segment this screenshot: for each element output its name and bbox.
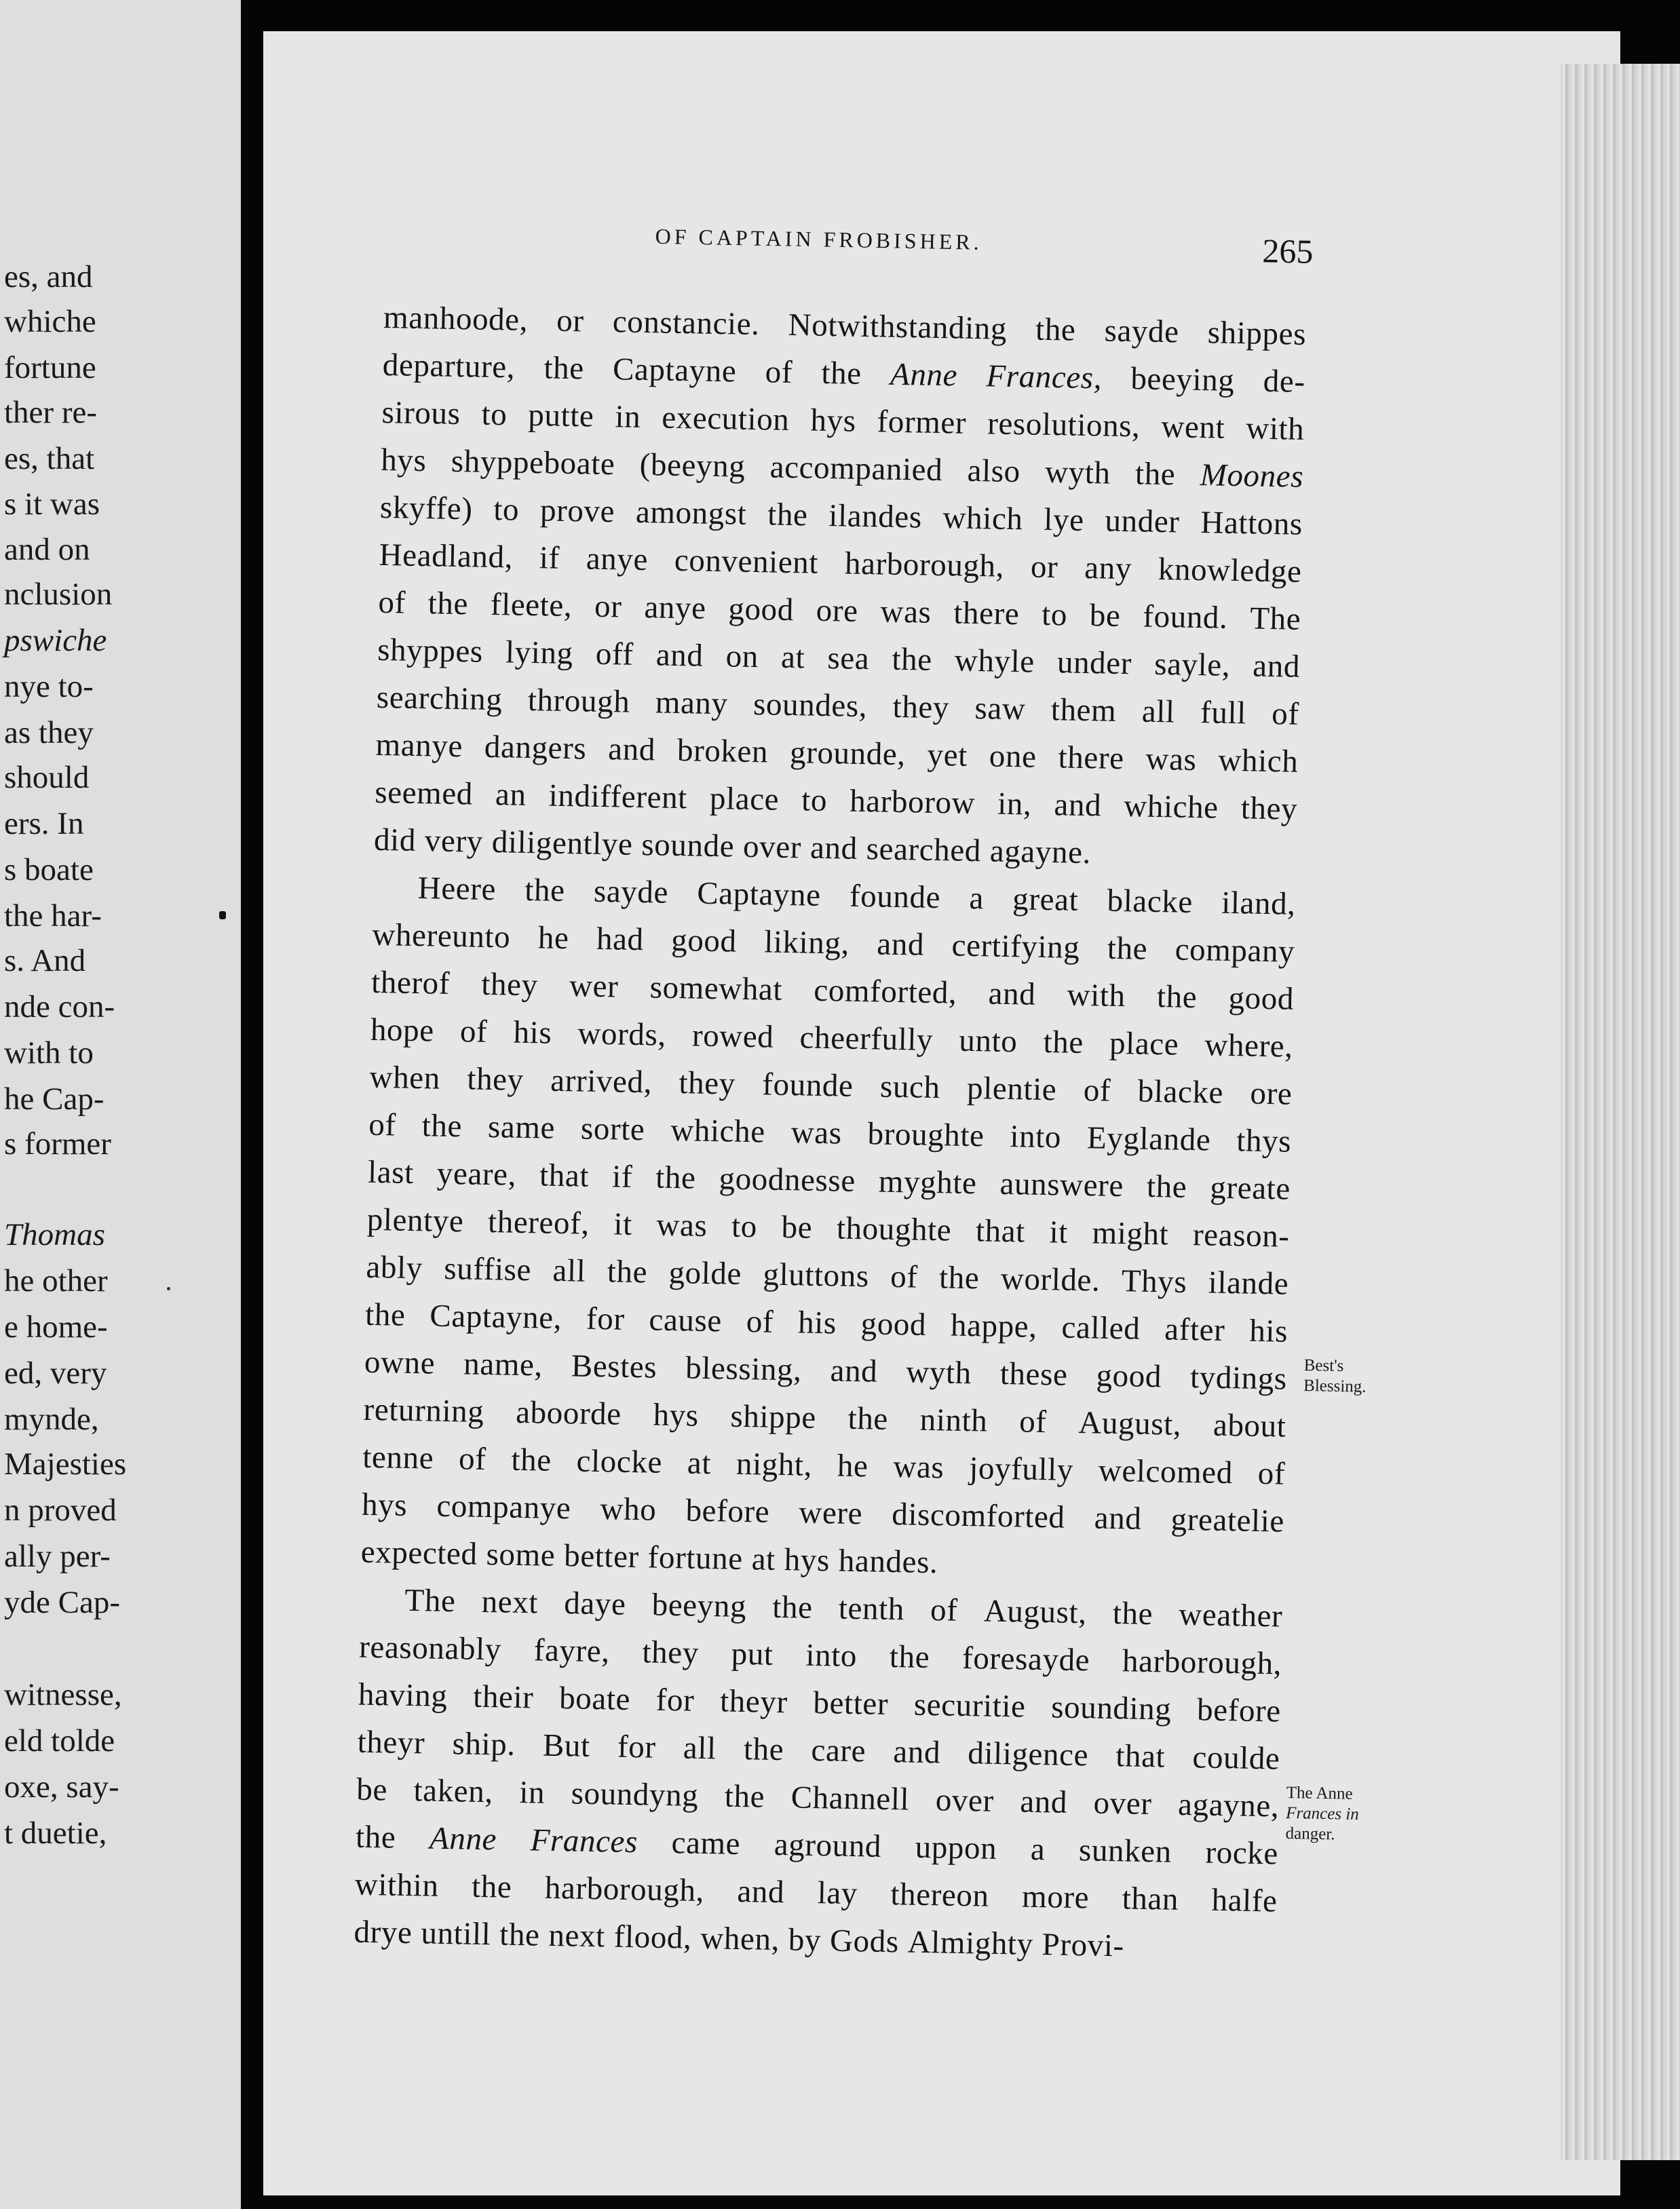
sidenote-line: Frances in [1285,1803,1360,1824]
body-line: when they arrived, they founde such plentie of blacke ore [369,1059,1293,1112]
left-page-line: s it was [4,486,100,522]
body-line: hys companye who before were discomforted and greatelie [361,1486,1285,1539]
body-line: departure, the Captayne of the Anne Frances, beeying de- [382,347,1306,400]
left-page-line: pswiche [4,623,107,658]
left-page-line: nclusion [4,577,113,612]
ink-mark [219,911,226,919]
body-line: the Captayne, for cause of his good happe, called after his [364,1296,1288,1349]
body-line: theyr ship. But for all the care and diligence that coulde [357,1724,1280,1777]
left-page-line [0,1170,241,1210]
body-line: hys shyppeboate (beeyng accompanied also wyth the Moones [380,442,1304,495]
left-page-line: with to [4,1035,94,1071]
book-gutter [241,0,263,2209]
ink-mark [167,1287,170,1290]
left-page-line: s boate [4,852,94,887]
body-text [354,288,1307,1967]
left-page-line: nde con- [4,989,115,1024]
left-page-line: he Cap- [4,1081,104,1117]
body-line: the Anne Frances came aground uppon a sunken rocke [355,1819,1279,1872]
body-line: plentye thereof, it was to be thoughte that it might reason- [366,1202,1291,1254]
left-page-line: mynde, [4,1402,99,1437]
left-page-line: ers. In [4,806,84,841]
left-page-line: n proved [4,1493,117,1528]
left-page-line: ally per- [4,1539,111,1574]
body-line: seemed an indifferent place to harborow in, and whiche they [374,774,1298,827]
body-line: owne name, Bestes blessing, and wyth these good tydings [364,1344,1288,1397]
left-page-line: eld tolde [4,1723,115,1759]
body-line: skyffe) to prove amongst the ilandes which lye under Hattons [379,489,1303,542]
sidenote-bests-blessing [1303,1356,1367,1398]
body-line: shyppes lying off and on at sea the whyle under sayle, and [377,632,1301,685]
body-line: drye untill the next flood, when, by Gods Almighty Provi- [354,1914,1125,1964]
page-edges [1561,64,1680,2160]
sidenote-line: Blessing. [1303,1376,1367,1396]
body-line: within the harborough, and lay thereon more than halfe [354,1866,1278,1919]
body-line: did very diligentlye sounde over and searched agayne. [373,822,1092,871]
left-page-line: e home- [4,1309,108,1345]
body-line: whereunto he had good liking, and certifying the company [372,917,1295,969]
body-line: tenne of the clocke at night, he was joyfully welcomed of [362,1439,1286,1492]
left-page-line: s former [4,1126,111,1161]
left-page [0,0,241,2209]
page-number: 265 [1261,231,1314,271]
body-line: searching through many soundes, they saw them all full of [376,679,1300,732]
body-line: last yeare, that if the goodnesse myghte aunswere the greate [367,1154,1291,1207]
body-line: hope of his words, rowed cheerfully unto the place where, [370,1012,1294,1064]
body-line: returning aboorde hys shippe the ninth of August, about [363,1391,1286,1444]
left-page-line: ed, very [4,1356,107,1391]
left-page-line: ther re- [4,395,97,430]
body-line: Heere the sayde Captayne founde a great blacke iland, [417,870,1297,922]
body-line: therof they wer somewhat comforted, and with the good [370,964,1295,1017]
left-page-line: es, that [4,441,95,476]
left-page-line: the har- [4,898,102,934]
body-line: manhoode, or constancie. Notwithstanding the sayde shippes [383,299,1307,352]
body-line: of the fleete, or anye good ore was there to be found. The [378,584,1301,637]
body-line: Headland, if anye convenient harborough, or any knowledge [379,537,1302,590]
left-page-line: yde Cap- [4,1585,120,1620]
left-page-line: and on [4,532,90,567]
left-page-line: fortune [4,350,96,385]
sidenote-line: Best's [1303,1356,1344,1376]
left-page-line: t duetie, [4,1816,107,1851]
left-page-line: as they [4,715,94,750]
left-page-line: he other [4,1263,108,1299]
body-line: sirous to putte in execution hys former resolutions, went with [381,394,1305,447]
body-line: The next daye beeyng the tenth of August, the weather [404,1582,1283,1634]
body-line: expected some better fortune at hys handes. [360,1534,938,1581]
sidenote-anne-frances [1285,1783,1359,1845]
left-page-line: nye to- [4,669,94,704]
left-page-line: es, and [4,259,93,294]
body-line: ably suffise all the golde gluttons of the worlde. Thys ilande [366,1249,1289,1302]
left-page-line [0,1628,241,1669]
sidenote-line: danger. [1285,1824,1335,1844]
sidenote-line: The Anne [1286,1783,1353,1803]
body-line: having their boate for theyr better securitie sounding before [358,1676,1282,1729]
left-page-line: witnesse, [4,1677,122,1712]
left-page-line: whiche [4,304,96,339]
left-page-line: s. And [4,943,86,978]
left-page-line: oxe, say- [4,1769,119,1805]
body-line: of the same sorte whiche was broughte into Eyglande thys [368,1107,1292,1159]
body-line: reasonably fayre, they put into the foresayde harborough, [358,1629,1282,1682]
left-page-line: Thomas [4,1217,105,1252]
body-line: manye dangers and broken grounde, yet one there was which [375,727,1299,780]
left-page-line: should [4,760,90,795]
body-line: be taken, in soundyng the Channell over and over agayne, [356,1771,1280,1824]
left-page-line: Majesties [4,1446,127,1482]
running-head: OF CAPTAIN FROBISHER. [655,224,982,254]
